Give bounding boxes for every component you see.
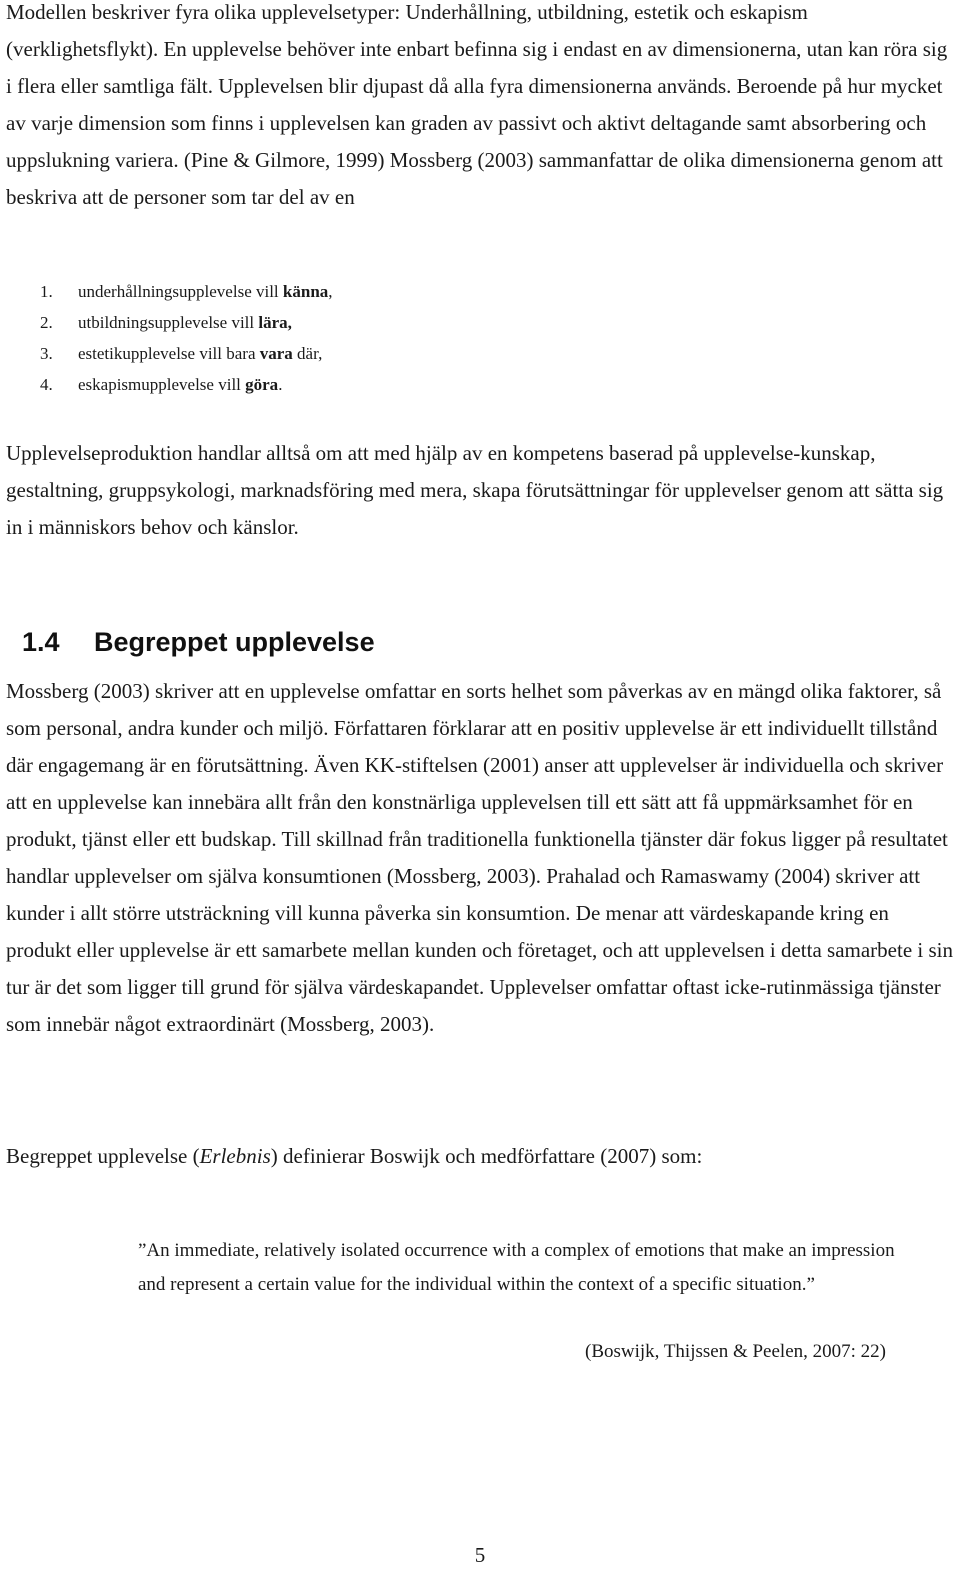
list-item-text: eskapismupplevelse vill (78, 375, 246, 394)
list-item-emphasis: lära, (258, 313, 292, 332)
quote-citation: (Boswijk, Thijssen & Peelen, 2007: 22) (585, 1341, 886, 1362)
definition-term-italic: Erlebnis (199, 1144, 271, 1168)
list-item-suffix: . (278, 375, 283, 394)
list-item-text: underhållningsupplevelse vill (78, 282, 283, 301)
paragraph-definition-intro (6, 1138, 954, 1175)
paragraph-experience-model: Modellen beskriver fyra olika upplevelsetyper: Underhållning, utbildning, estetik och eskapism (verklighetsflykt). En upplevelse behöver inte enbart befinna sig i endast en av dimensionerna, utan kan röra sig i flera eller samtliga fält. Upplevelsen blir djupast då alla fyra dimensionerna används. Beroende på hur mycket av varje dimension som finns i upplevelsen kan graden av passivt och aktivt deltagande samt absorbering och uppslukning variera. (Pine & Gilmore, 1999) Mossberg (2003) sammanfattar de olika dimensionerna genom att beskriva att de personer som tar del av en (6, 0, 948, 209)
section-title: Begreppet upplevelse (94, 627, 375, 657)
list-item-emphasis: göra (245, 375, 279, 394)
paragraph-experience-production: Upplevelseproduktion handlar alltså om att med hjälp av en kompetens baserad på upplevelse-kunskap, gestaltning, gruppsykologi, marknadsföring med mera, skapa förutsättningar för upplevelser genom att sätta sig in i människors behov och känslor. (6, 441, 944, 539)
list-item-number: 3. (40, 344, 53, 363)
list-item-text: estetikupplevelse vill bara (78, 344, 260, 363)
list-item (40, 276, 333, 307)
section-heading (22, 622, 375, 662)
list-item-text: utbildningsupplevelse vill (78, 313, 259, 332)
list-item-number: 2. (40, 313, 53, 332)
list-item-suffix: där, (292, 344, 323, 363)
block-quote: ”An immediate, relatively isolated occurrence with a complex of emotions that make an impression and represent a certain value for the individual within the context of a specific situation.” (138, 1240, 895, 1295)
list-item (40, 369, 333, 400)
list-item-emphasis: känna (282, 282, 329, 301)
definition-intro-rest: ) definierar Boswijk och medförfattare (2007) som: (270, 1144, 703, 1168)
experience-types-list (40, 276, 333, 400)
section-number: 1.4 (22, 627, 60, 657)
paragraph-mossberg: Mossberg (2003) skriver att en upplevelse omfattar en sorts helhet som påverkas av en mängd olika faktorer, så som personal, andra kunder och miljö. Författaren förklarar att en positiv upplevelse är ett individuellt tillstånd där engagemang är en förutsättning. Även KK-stiftelsen (2001) anser att upplevelser är individuella och skriver att en upplevelse kan innebära allt från den konstnärliga upplevelsen till ett sätt att få uppmärksamhet för en produkt, tjänst eller ett budskap. Till skillnad från traditionella funktionella tjänster där fokus ligger på resultatet handlar upplevelser om själva konsumtionen (Mossberg, 2003). Prahalad och Ramaswamy (2004) skriver att kunder i allt större utsträckning vill kunna påverka sin konsumtion. De menar att värdeskapande kring en produkt eller upplevelse är ett samarbete mellan kunden och företaget, och att upplevelsen i detta samarbete i sin tur är det som ligger till grund för själva värdeskapandet. Upplevelser omfattar oftast icke-rutinmässiga tjänster som innebär något extraordinärt (Mossberg, 2003). (6, 679, 953, 1036)
list-item-suffix: , (328, 282, 333, 301)
list-item (40, 307, 333, 338)
page-number: 5 (474, 1543, 486, 1567)
definition-intro-text: Begreppet upplevelse ( (6, 1144, 200, 1168)
list-item-emphasis: vara (259, 344, 293, 363)
list-item-number: 1. (40, 282, 53, 301)
list-item (40, 338, 333, 369)
list-item-number: 4. (40, 375, 53, 394)
